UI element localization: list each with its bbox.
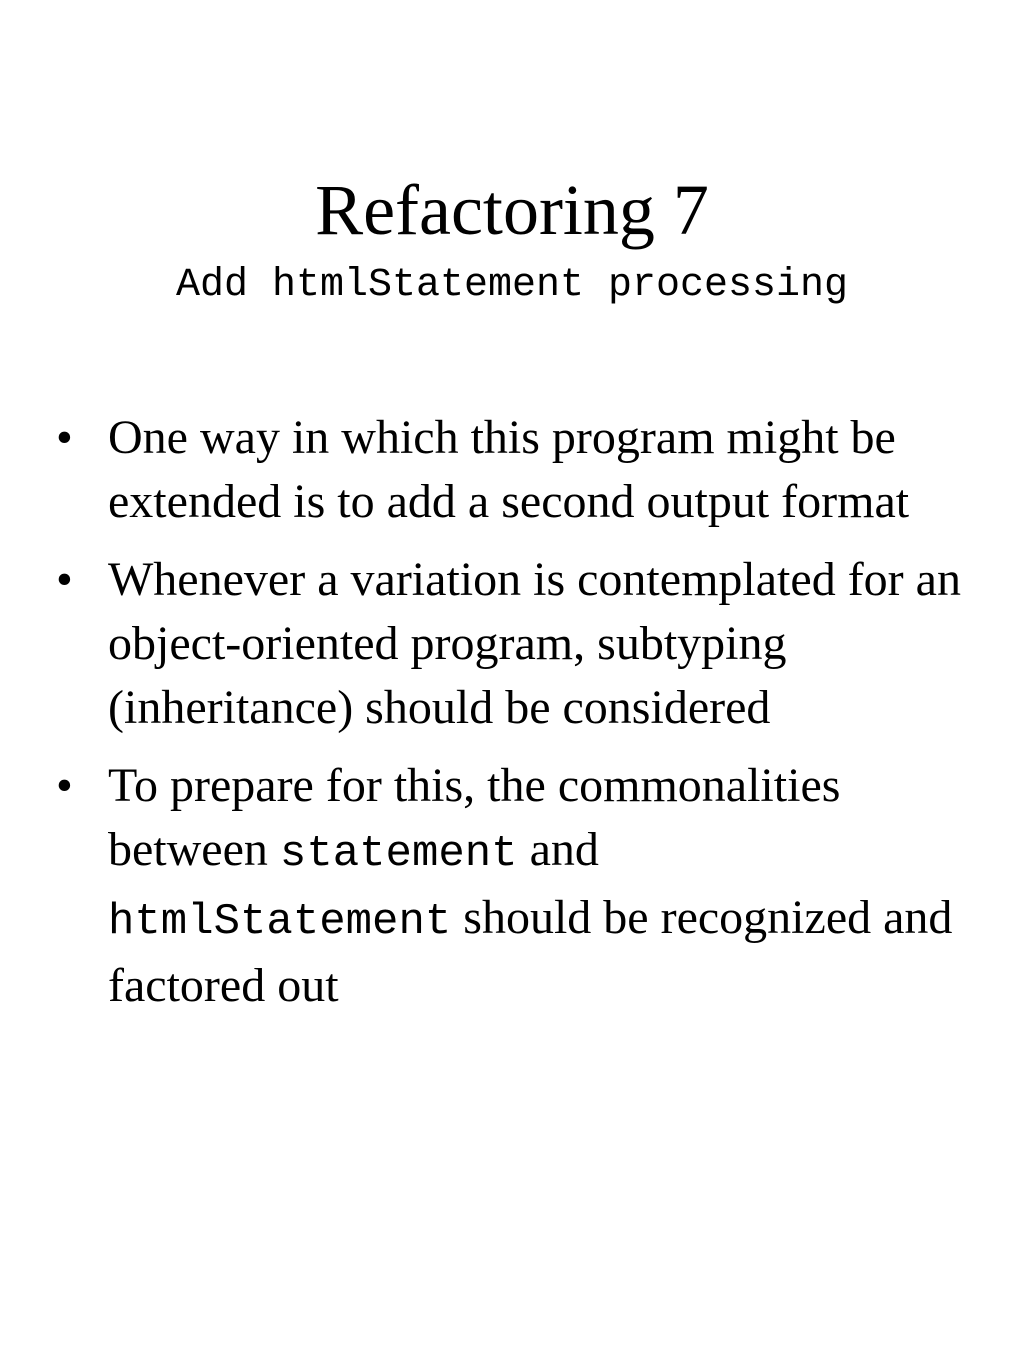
code-statement: statement [279,829,518,879]
bullet-item-1 [0,406,1024,534]
code-html-statement: htmlStatement [108,897,452,947]
bullet-text: Whenever a variation is contemplated for an object-oriented program, subtyping (inheritance) should be considered [108,553,961,734]
bullet-text-part: and [517,823,599,876]
bullet-list [0,406,1024,1032]
bullet-text-part: should be recognized and factored out [108,891,953,1012]
bullet-marker: • [56,411,73,464]
bullet-marker: • [56,759,73,812]
slide-subtitle: Add htmlStatement processing [175,263,849,308]
slide-title: Refactoring 7 [315,170,709,250]
bullet-text-part: To prepare for this, the commonalities between [108,759,841,876]
bullet-item-3 [0,754,1024,1018]
bullet-item-2 [0,548,1024,740]
bullet-text: One way in which this program might be extended is to add a second output format [108,411,910,528]
bullet-marker: • [56,553,73,606]
